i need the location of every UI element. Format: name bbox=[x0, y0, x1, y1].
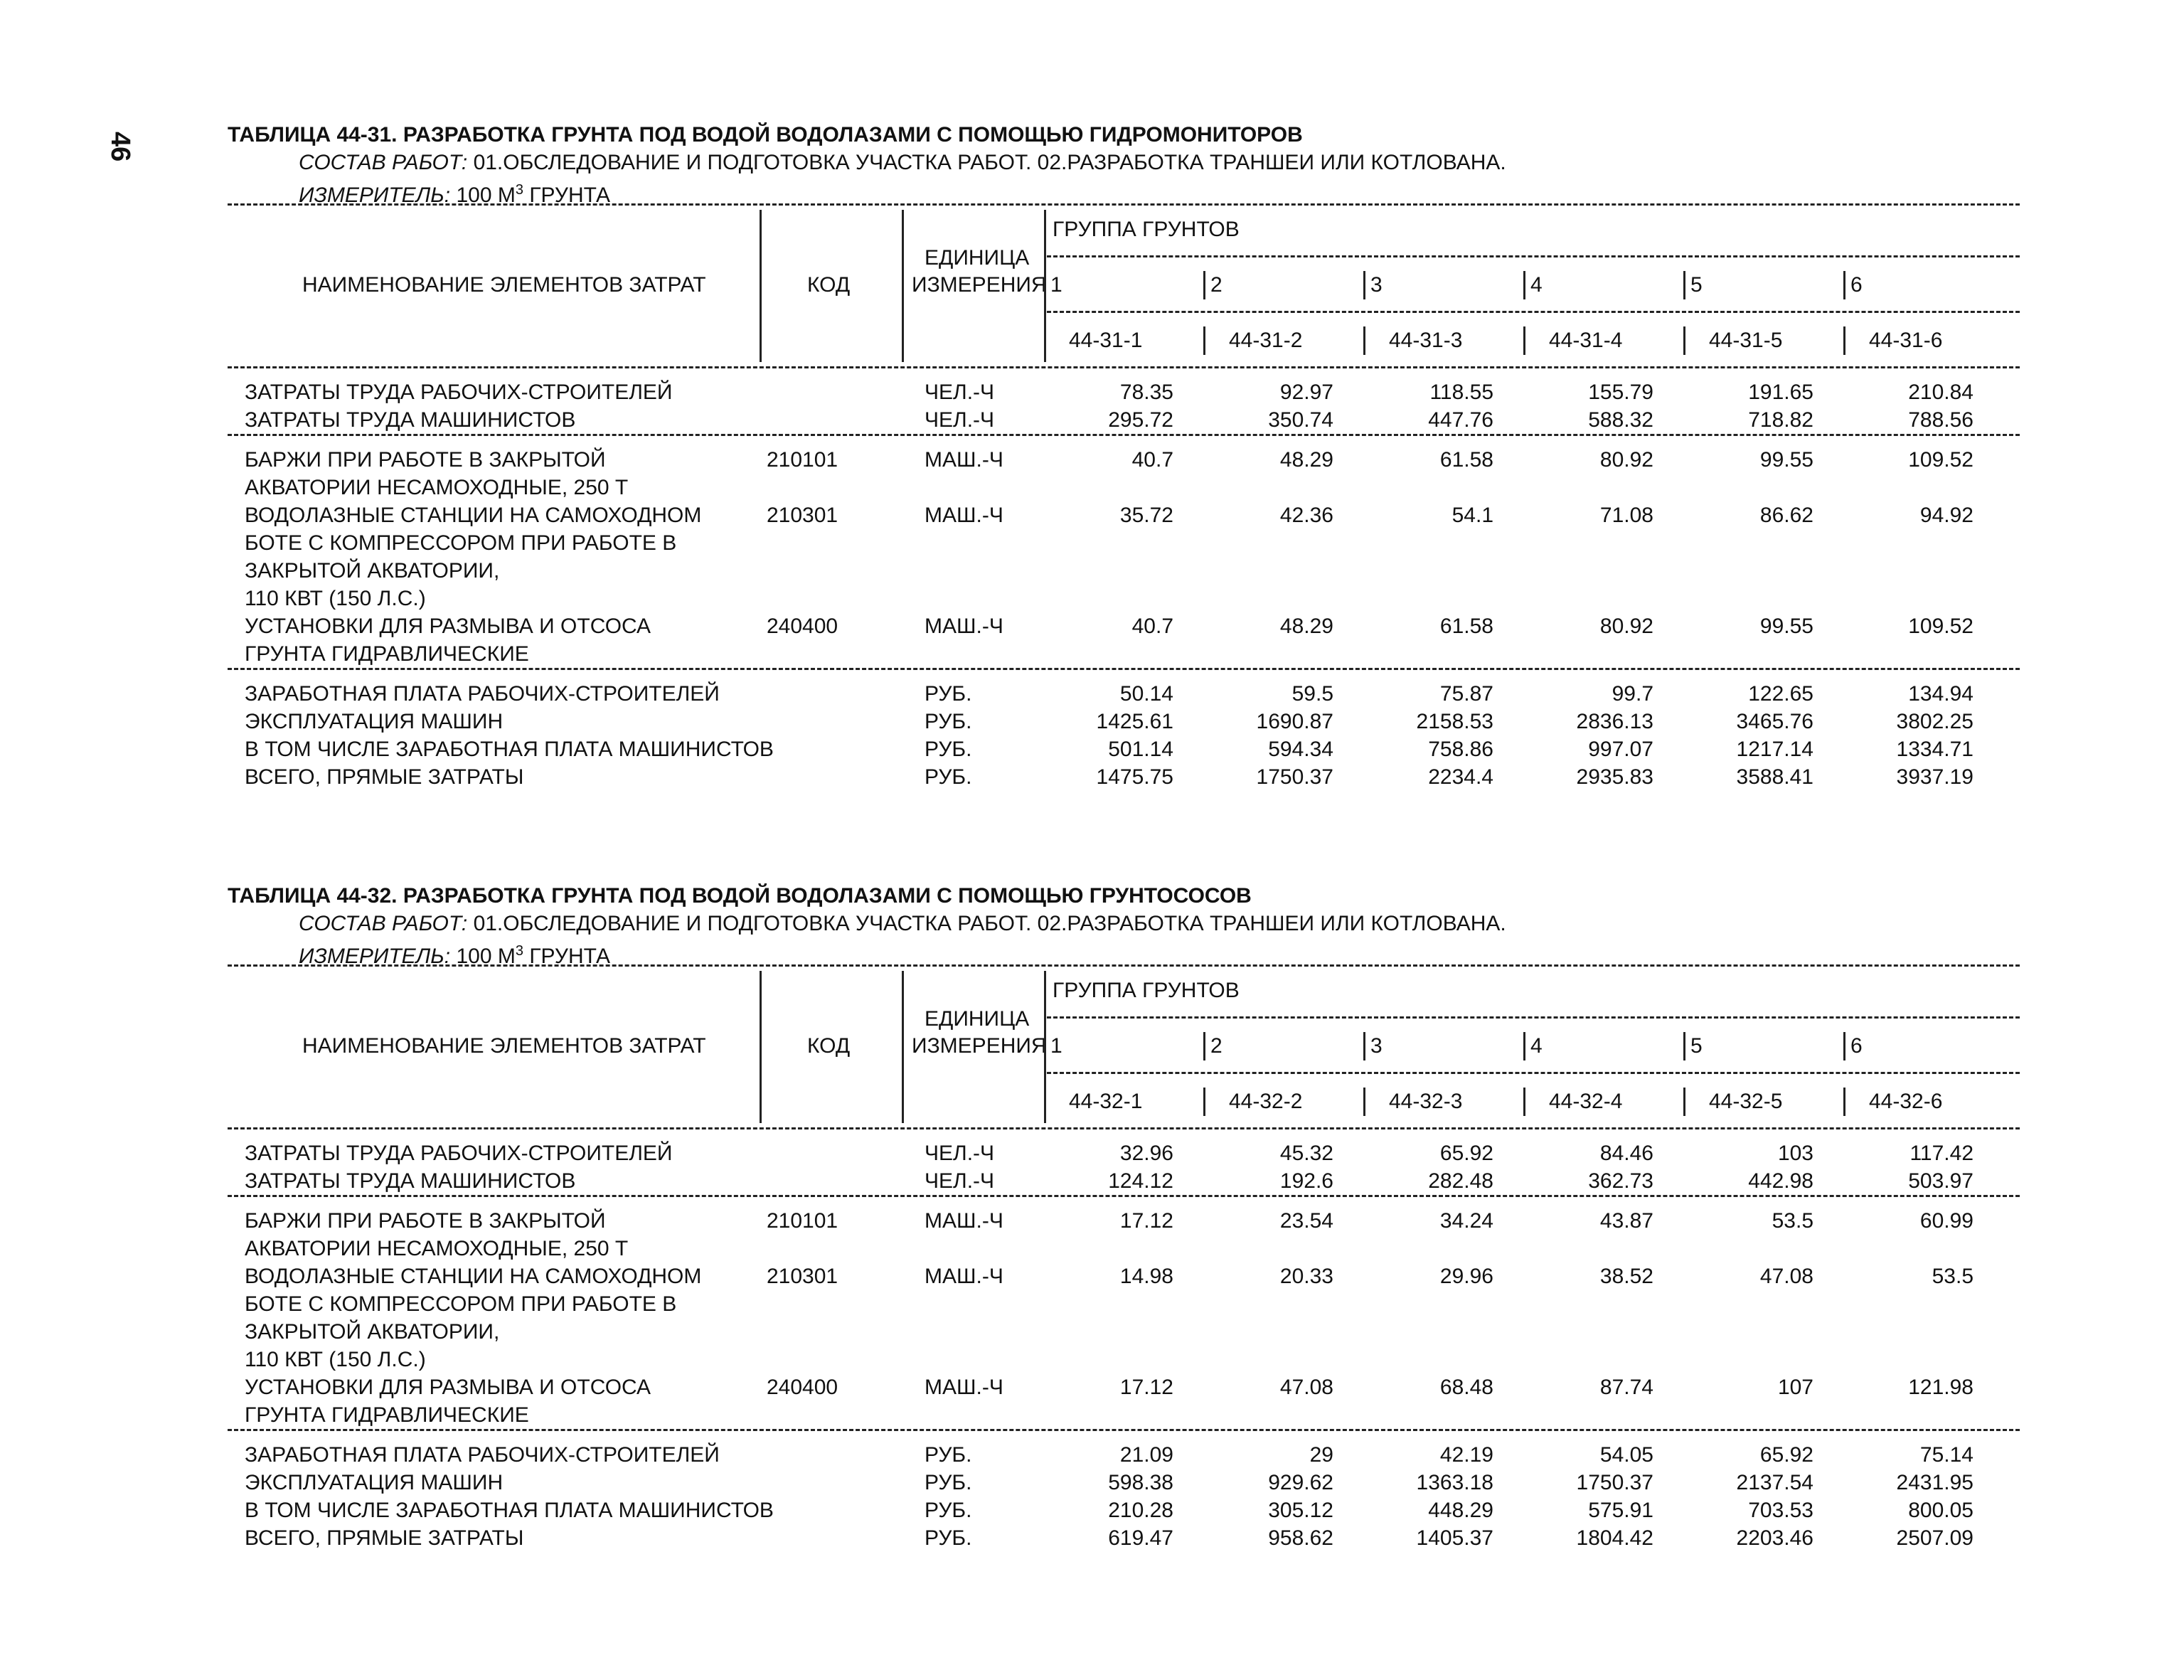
value-cell: 2431.95 bbox=[1896, 1471, 1973, 1494]
divider bbox=[1047, 1072, 2020, 1074]
value-cell: 503.97 bbox=[1908, 1169, 1973, 1193]
value-cell: 2203.46 bbox=[1736, 1526, 1813, 1550]
value-cell: 295.72 bbox=[1108, 408, 1173, 432]
value-cell: 305.12 bbox=[1268, 1499, 1333, 1522]
value-cell: 40.7 bbox=[1131, 615, 1173, 638]
value-cell: 40.7 bbox=[1131, 448, 1173, 472]
header-rate-code: 44-32-4 bbox=[1549, 1090, 1623, 1113]
value-cell: 350.74 bbox=[1268, 408, 1333, 432]
header-rate-code: 44-31-6 bbox=[1869, 329, 1943, 352]
composition-line bbox=[228, 910, 2020, 937]
item-name: ЭКСПЛУАТАЦИЯ МАШИН bbox=[245, 1471, 504, 1494]
item-name: УСТАНОВКИ ДЛЯ РАЗМЫВА И ОТСОСА bbox=[245, 1376, 651, 1399]
value-cell: 48.29 bbox=[1279, 448, 1333, 472]
value-cell: 117.42 bbox=[1909, 1142, 1973, 1165]
machine-row bbox=[228, 1207, 2020, 1235]
header-group-number: 5 bbox=[1690, 273, 1703, 297]
value-cell: 3588.41 bbox=[1736, 765, 1813, 789]
value-cell: 60.99 bbox=[1919, 1209, 1973, 1233]
value-cell: 121.98 bbox=[1908, 1376, 1973, 1399]
header-code: КОД bbox=[807, 1034, 851, 1058]
divider bbox=[1203, 271, 1205, 299]
value-cell: 3465.76 bbox=[1736, 710, 1813, 733]
value-cell: 1405.37 bbox=[1416, 1526, 1493, 1550]
item-name: ЗАРАБОТНАЯ ПЛАТА РАБОЧИХ-СТРОИТЕЛЕЙ bbox=[245, 682, 720, 706]
value-cell: 1425.61 bbox=[1096, 710, 1173, 733]
item-name: БАРЖИ ПРИ РАБОТЕ В ЗАКРЫТОЙ bbox=[245, 448, 606, 472]
header-rate-code: 44-32-6 bbox=[1869, 1090, 1943, 1113]
value-cell: 48.29 bbox=[1279, 615, 1333, 638]
value-cell: 21.09 bbox=[1119, 1443, 1173, 1467]
value-cell: 2158.53 bbox=[1416, 710, 1493, 733]
header-unit-2: ИЗМЕРЕНИЯ bbox=[912, 273, 1047, 297]
value-cell: 447.76 bbox=[1428, 408, 1493, 432]
value-cell: 155.79 bbox=[1588, 381, 1653, 404]
header-group-number: 1 bbox=[1050, 273, 1062, 297]
value-cell: 42.19 bbox=[1439, 1443, 1493, 1467]
value-cell: 997.07 bbox=[1588, 738, 1653, 761]
header-group-number: 5 bbox=[1690, 1034, 1703, 1058]
value-cell: 1475.75 bbox=[1096, 765, 1173, 789]
value-cell: 87.74 bbox=[1599, 1376, 1653, 1399]
machine-row-continued bbox=[228, 529, 2020, 557]
value-cell: 192.6 bbox=[1279, 1169, 1333, 1193]
machine-row-continued bbox=[228, 474, 2020, 501]
value-cell: 53.5 bbox=[1772, 1209, 1813, 1233]
value-cell: 124.12 bbox=[1108, 1169, 1173, 1193]
value-cell: 99.55 bbox=[1759, 615, 1813, 638]
value-cell: 2137.54 bbox=[1736, 1471, 1813, 1494]
divider bbox=[1683, 326, 1685, 355]
header-code: КОД bbox=[807, 273, 851, 297]
item-name: ВСЕГО, ПРЯМЫЕ ЗАТРАТЫ bbox=[245, 1526, 524, 1550]
value-cell: 68.48 bbox=[1439, 1376, 1493, 1399]
header-group-number: 2 bbox=[1210, 1034, 1222, 1058]
item-code: 240400 bbox=[767, 1376, 838, 1399]
value-cell: 50.14 bbox=[1119, 682, 1173, 706]
divider bbox=[1203, 1032, 1205, 1060]
value-cell: 107 bbox=[1777, 1376, 1813, 1399]
header-name: НАИМЕНОВАНИЕ ЭЛЕМЕНТОВ ЗАТРАТ bbox=[302, 1034, 706, 1058]
value-cell: 61.58 bbox=[1439, 448, 1493, 472]
value-cell: 32.96 bbox=[1119, 1142, 1173, 1165]
item-name: ЗАКРЫТОЙ АКВАТОРИИ, bbox=[245, 559, 500, 583]
item-unit: ЧЕЛ.-Ч bbox=[925, 1142, 995, 1165]
value-cell: 29.96 bbox=[1439, 1265, 1493, 1288]
item-unit: РУБ. bbox=[925, 682, 972, 706]
value-cell: 118.55 bbox=[1429, 381, 1493, 404]
machine-row bbox=[228, 446, 2020, 474]
item-name: ВОДОЛАЗНЫЕ СТАНЦИИ НА САМОХОДНОМ bbox=[245, 504, 702, 527]
item-code: 210101 bbox=[767, 1209, 838, 1233]
header-group-number: 3 bbox=[1370, 273, 1383, 297]
measure-label: ИЗМЕРИТЕЛЬ: bbox=[299, 945, 451, 968]
divider bbox=[1203, 1088, 1205, 1116]
divider bbox=[760, 971, 762, 1123]
divider bbox=[1523, 1088, 1525, 1116]
value-cell: 575.91 bbox=[1588, 1499, 1653, 1522]
item-name: ВОДОЛАЗНЫЕ СТАНЦИИ НА САМОХОДНОМ bbox=[245, 1265, 702, 1288]
divider bbox=[902, 210, 904, 362]
machine-row-continued bbox=[228, 1346, 2020, 1373]
divider bbox=[1523, 271, 1525, 299]
divider bbox=[1523, 1032, 1525, 1060]
spacer bbox=[228, 670, 2020, 680]
value-cell: 29 bbox=[1309, 1443, 1333, 1467]
labor-row bbox=[228, 378, 2020, 406]
machine-row-continued bbox=[228, 1290, 2020, 1318]
value-cell: 92.97 bbox=[1279, 381, 1333, 404]
item-name: ЗАТРАТЫ ТРУДА РАБОЧИХ-СТРОИТЕЛЕЙ bbox=[245, 381, 673, 404]
divider bbox=[1203, 326, 1205, 355]
header-rate-code: 44-32-1 bbox=[1069, 1090, 1143, 1113]
header-unit-1: ЕДИНИЦА bbox=[925, 246, 1030, 270]
divider bbox=[1843, 326, 1845, 355]
item-name: БОТЕ С КОМПРЕССОРОМ ПРИ РАБОТЕ В bbox=[245, 1292, 677, 1316]
value-cell: 1217.14 bbox=[1736, 738, 1813, 761]
composition-text: 01.ОБСЛЕДОВАНИЕ И ПОДГОТОВКА УЧАСТКА РАБОТ. 02.РАЗРАБОТКА ТРАНШЕИ ИЛИ КОТЛОВАНА. bbox=[473, 151, 1506, 174]
item-unit: РУБ. bbox=[925, 1443, 972, 1467]
item-name: 110 КВТ (150 Л.С.) bbox=[245, 1348, 426, 1371]
value-cell: 54.1 bbox=[1451, 504, 1493, 527]
machine-row bbox=[228, 1262, 2020, 1290]
item-name: ГРУНТА ГИДРАВЛИЧЕСКИЕ bbox=[245, 642, 529, 666]
spacer bbox=[228, 1129, 2020, 1139]
machine-row-continued bbox=[228, 585, 2020, 612]
value-cell: 47.08 bbox=[1279, 1376, 1333, 1399]
value-cell: 17.12 bbox=[1119, 1376, 1173, 1399]
item-name: ГРУНТА ГИДРАВЛИЧЕСКИЕ bbox=[245, 1403, 529, 1427]
header-rate-code: 44-32-3 bbox=[1389, 1090, 1463, 1113]
cost-row bbox=[228, 1524, 2020, 1552]
header-rate-code: 44-31-1 bbox=[1069, 329, 1143, 352]
spacer bbox=[228, 1431, 2020, 1441]
cost-row bbox=[228, 763, 2020, 791]
value-cell: 99.55 bbox=[1759, 448, 1813, 472]
header-name: НАИМЕНОВАНИЕ ЭЛЕМЕНТОВ ЗАТРАТ bbox=[302, 273, 706, 297]
header-rate-code: 44-32-5 bbox=[1709, 1090, 1783, 1113]
divider bbox=[1683, 271, 1685, 299]
page-number: 46 bbox=[105, 132, 135, 162]
item-name: БОТЕ С КОМПРЕССОРОМ ПРИ РАБОТЕ В bbox=[245, 531, 677, 555]
header-group-number: 4 bbox=[1530, 273, 1543, 297]
value-cell: 20.33 bbox=[1279, 1265, 1333, 1288]
value-cell: 61.58 bbox=[1439, 615, 1493, 638]
divider bbox=[1047, 1016, 2020, 1019]
item-unit: МАШ.-Ч bbox=[925, 1376, 1003, 1399]
item-name: ЗАТРАТЫ ТРУДА МАШИНИСТОВ bbox=[245, 408, 576, 432]
header-group-number: 4 bbox=[1530, 1034, 1543, 1058]
item-name: ЗАТРАТЫ ТРУДА МАШИНИСТОВ bbox=[245, 1169, 576, 1193]
spacer bbox=[228, 436, 2020, 446]
value-cell: 619.47 bbox=[1108, 1526, 1173, 1550]
spacer bbox=[228, 368, 2020, 378]
item-name: УСТАНОВКИ ДЛЯ РАЗМЫВА И ОТСОСА bbox=[245, 615, 651, 638]
value-cell: 718.82 bbox=[1748, 408, 1813, 432]
machine-row bbox=[228, 612, 2020, 640]
value-cell: 362.73 bbox=[1588, 1169, 1653, 1193]
value-cell: 109.52 bbox=[1908, 615, 1973, 638]
header-unit-2: ИЗМЕРЕНИЯ bbox=[912, 1034, 1047, 1058]
item-unit: ЧЕЛ.-Ч bbox=[925, 1169, 995, 1193]
item-unit: РУБ. bbox=[925, 710, 972, 733]
item-unit: ЧЕЛ.-Ч bbox=[925, 381, 995, 404]
divider bbox=[1047, 311, 2020, 313]
value-cell: 42.36 bbox=[1279, 504, 1333, 527]
value-cell: 122.65 bbox=[1748, 682, 1813, 706]
table-header bbox=[228, 967, 2020, 1127]
value-cell: 53.5 bbox=[1932, 1265, 1973, 1288]
value-cell: 38.52 bbox=[1599, 1265, 1653, 1288]
divider bbox=[902, 971, 904, 1123]
value-cell: 23.54 bbox=[1279, 1209, 1333, 1233]
value-cell: 1363.18 bbox=[1416, 1471, 1493, 1494]
value-cell: 758.86 bbox=[1428, 738, 1493, 761]
composition-text: 01.ОБСЛЕДОВАНИЕ И ПОДГОТОВКА УЧАСТКА РАБОТ. 02.РАЗРАБОТКА ТРАНШЕИ ИЛИ КОТЛОВАНА. bbox=[473, 912, 1506, 935]
value-cell: 94.92 bbox=[1919, 504, 1973, 527]
measure-sup: 3 bbox=[515, 182, 523, 198]
machine-row-continued bbox=[228, 1318, 2020, 1346]
item-code: 210101 bbox=[767, 448, 838, 472]
cost-row bbox=[228, 1496, 2020, 1524]
divider bbox=[760, 210, 762, 362]
measure-unit: ГРУНТА bbox=[529, 945, 610, 968]
table-title: ТАБЛИЦА 44-32. РАЗРАБОТКА ГРУНТА ПОД ВОДОЙ ВОДОЛАЗАМИ С ПОМОЩЬЮ ГРУНТОСОСОВ bbox=[228, 884, 1252, 908]
value-cell: 598.38 bbox=[1108, 1471, 1173, 1494]
item-code: 210301 bbox=[767, 504, 838, 527]
value-cell: 2507.09 bbox=[1896, 1526, 1973, 1550]
value-cell: 448.29 bbox=[1428, 1499, 1493, 1522]
value-cell: 43.87 bbox=[1599, 1209, 1653, 1233]
value-cell: 80.92 bbox=[1599, 615, 1653, 638]
header-group: ГРУППА ГРУНТОВ bbox=[1053, 979, 1240, 1002]
item-code: 210301 bbox=[767, 1265, 838, 1288]
value-cell: 17.12 bbox=[1119, 1209, 1173, 1233]
divider bbox=[1843, 1032, 1845, 1060]
cost-row bbox=[228, 1469, 2020, 1496]
item-name: 110 КВТ (150 Л.С.) bbox=[245, 587, 426, 610]
labor-row bbox=[228, 1167, 2020, 1195]
item-name: ЗАТРАТЫ ТРУДА РАБОЧИХ-СТРОИТЕЛЕЙ bbox=[245, 1142, 673, 1165]
item-unit: МАШ.-Ч bbox=[925, 448, 1003, 472]
value-cell: 210.28 bbox=[1108, 1499, 1173, 1522]
value-cell: 788.56 bbox=[1908, 408, 1973, 432]
value-cell: 14.98 bbox=[1119, 1265, 1173, 1288]
value-cell: 84.46 bbox=[1599, 1142, 1653, 1165]
value-cell: 1334.71 bbox=[1896, 738, 1973, 761]
cost-row bbox=[228, 1441, 2020, 1469]
item-name: БАРЖИ ПРИ РАБОТЕ В ЗАКРЫТОЙ bbox=[245, 1209, 606, 1233]
value-cell: 35.72 bbox=[1119, 504, 1173, 527]
value-cell: 109.52 bbox=[1908, 448, 1973, 472]
value-cell: 59.5 bbox=[1291, 682, 1333, 706]
item-unit: РУБ. bbox=[925, 1526, 972, 1550]
item-code: 240400 bbox=[767, 615, 838, 638]
divider bbox=[1523, 326, 1525, 355]
value-cell: 800.05 bbox=[1908, 1499, 1973, 1522]
value-cell: 86.62 bbox=[1759, 504, 1813, 527]
item-unit: ЧЕЛ.-Ч bbox=[925, 408, 995, 432]
item-unit: МАШ.-Ч bbox=[925, 1209, 1003, 1233]
value-cell: 71.08 bbox=[1599, 504, 1653, 527]
value-cell: 501.14 bbox=[1108, 738, 1173, 761]
value-cell: 3937.19 bbox=[1896, 765, 1973, 789]
value-cell: 1750.37 bbox=[1576, 1471, 1653, 1494]
value-cell: 703.53 bbox=[1748, 1499, 1813, 1522]
cost-row bbox=[228, 708, 2020, 735]
measure-sup: 3 bbox=[515, 943, 523, 959]
value-cell: 45.32 bbox=[1279, 1142, 1333, 1165]
divider bbox=[1683, 1088, 1685, 1116]
value-cell: 65.92 bbox=[1759, 1443, 1813, 1467]
divider bbox=[1363, 1032, 1365, 1060]
spacer bbox=[228, 1197, 2020, 1207]
value-cell: 594.34 bbox=[1268, 738, 1333, 761]
value-cell: 80.92 bbox=[1599, 448, 1653, 472]
item-name: АКВАТОРИИ НЕСАМОХОДНЫЕ, 250 Т bbox=[245, 476, 629, 499]
divider bbox=[1363, 271, 1365, 299]
measure-value: 100 М bbox=[456, 945, 516, 968]
divider bbox=[1683, 1032, 1685, 1060]
machine-row bbox=[228, 1373, 2020, 1401]
composition-label: СОСТАВ РАБОТ: bbox=[299, 151, 468, 174]
value-cell: 75.87 bbox=[1439, 682, 1493, 706]
measure-value: 100 М bbox=[456, 184, 516, 207]
header-rate-code: 44-32-2 bbox=[1229, 1090, 1303, 1113]
header-rate-code: 44-31-4 bbox=[1549, 329, 1623, 352]
measure-line bbox=[228, 176, 2020, 207]
value-cell: 34.24 bbox=[1439, 1209, 1493, 1233]
value-cell: 442.98 bbox=[1748, 1169, 1813, 1193]
value-cell: 54.05 bbox=[1599, 1443, 1653, 1467]
value-cell: 103 bbox=[1777, 1142, 1813, 1165]
composition-label: СОСТАВ РАБОТ: bbox=[299, 912, 468, 935]
measure-unit: ГРУНТА bbox=[529, 184, 610, 207]
item-name: ВСЕГО, ПРЯМЫЕ ЗАТРАТЫ bbox=[245, 765, 524, 789]
item-name: ЗАКРЫТОЙ АКВАТОРИИ, bbox=[245, 1320, 500, 1344]
value-cell: 99.7 bbox=[1612, 682, 1653, 706]
table-44-32 bbox=[228, 882, 2020, 1552]
item-unit: МАШ.-Ч bbox=[925, 1265, 1003, 1288]
item-name: ЗАРАБОТНАЯ ПЛАТА РАБОЧИХ-СТРОИТЕЛЕЙ bbox=[245, 1443, 720, 1467]
divider bbox=[1843, 1088, 1845, 1116]
value-cell: 3802.25 bbox=[1896, 710, 1973, 733]
divider bbox=[1363, 1088, 1365, 1116]
header-unit-1: ЕДИНИЦА bbox=[925, 1007, 1030, 1031]
cost-row bbox=[228, 680, 2020, 708]
labor-row bbox=[228, 1139, 2020, 1167]
table-title: ТАБЛИЦА 44-31. РАЗРАБОТКА ГРУНТА ПОД ВОДОЙ ВОДОЛАЗАМИ С ПОМОЩЬЮ ГИДРОМОНИТОРОВ bbox=[228, 123, 1303, 147]
header-group-number: 6 bbox=[1850, 1034, 1863, 1058]
divider bbox=[1044, 210, 1046, 362]
value-cell: 65.92 bbox=[1439, 1142, 1493, 1165]
value-cell: 2234.4 bbox=[1428, 765, 1493, 789]
value-cell: 47.08 bbox=[1759, 1265, 1813, 1288]
machine-row bbox=[228, 501, 2020, 529]
value-cell: 1750.37 bbox=[1256, 765, 1333, 789]
header-rate-code: 44-31-5 bbox=[1709, 329, 1783, 352]
machine-row-continued bbox=[228, 1235, 2020, 1262]
value-cell: 929.62 bbox=[1268, 1471, 1333, 1494]
labor-row bbox=[228, 406, 2020, 434]
item-name: АКВАТОРИИ НЕСАМОХОДНЫЕ, 250 Т bbox=[245, 1237, 629, 1260]
machine-row-continued bbox=[228, 640, 2020, 668]
divider bbox=[1843, 271, 1845, 299]
divider bbox=[1044, 971, 1046, 1123]
machine-row-continued bbox=[228, 557, 2020, 585]
value-cell: 134.94 bbox=[1908, 682, 1973, 706]
value-cell: 1804.42 bbox=[1576, 1526, 1653, 1550]
item-name: В ТОМ ЧИСЛЕ ЗАРАБОТНАЯ ПЛАТА МАШИНИСТОВ bbox=[245, 738, 774, 761]
item-name: В ТОМ ЧИСЛЕ ЗАРАБОТНАЯ ПЛАТА МАШИНИСТОВ bbox=[245, 1499, 774, 1522]
item-name: ЭКСПЛУАТАЦИЯ МАШИН bbox=[245, 710, 504, 733]
measure-line bbox=[228, 937, 2020, 968]
value-cell: 191.65 bbox=[1748, 381, 1813, 404]
value-cell: 282.48 bbox=[1428, 1169, 1493, 1193]
header-group-number: 1 bbox=[1050, 1034, 1062, 1058]
item-unit: РУБ. bbox=[925, 765, 972, 789]
header-rate-code: 44-31-2 bbox=[1229, 329, 1303, 352]
machine-row-continued bbox=[228, 1401, 2020, 1429]
value-cell: 1690.87 bbox=[1256, 710, 1333, 733]
value-cell: 78.35 bbox=[1119, 381, 1173, 404]
divider bbox=[1047, 255, 2020, 257]
header-group: ГРУППА ГРУНТОВ bbox=[1053, 218, 1240, 241]
item-unit: РУБ. bbox=[925, 1499, 972, 1522]
table-44-31 bbox=[228, 121, 2020, 791]
header-group-number: 6 bbox=[1850, 273, 1863, 297]
item-unit: РУБ. bbox=[925, 738, 972, 761]
value-cell: 210.84 bbox=[1908, 381, 1973, 404]
value-cell: 588.32 bbox=[1588, 408, 1653, 432]
item-unit: МАШ.-Ч bbox=[925, 615, 1003, 638]
value-cell: 75.14 bbox=[1919, 1443, 1973, 1467]
header-group-number: 2 bbox=[1210, 273, 1222, 297]
composition-line bbox=[228, 149, 2020, 176]
cost-row bbox=[228, 735, 2020, 763]
value-cell: 2935.83 bbox=[1576, 765, 1653, 789]
measure-label: ИЗМЕРИТЕЛЬ: bbox=[299, 184, 451, 207]
table-header bbox=[228, 206, 2020, 366]
value-cell: 2836.13 bbox=[1576, 710, 1653, 733]
header-rate-code: 44-31-3 bbox=[1389, 329, 1463, 352]
value-cell: 958.62 bbox=[1268, 1526, 1333, 1550]
item-unit: МАШ.-Ч bbox=[925, 504, 1003, 527]
divider bbox=[1363, 326, 1365, 355]
header-group-number: 3 bbox=[1370, 1034, 1383, 1058]
item-unit: РУБ. bbox=[925, 1471, 972, 1494]
